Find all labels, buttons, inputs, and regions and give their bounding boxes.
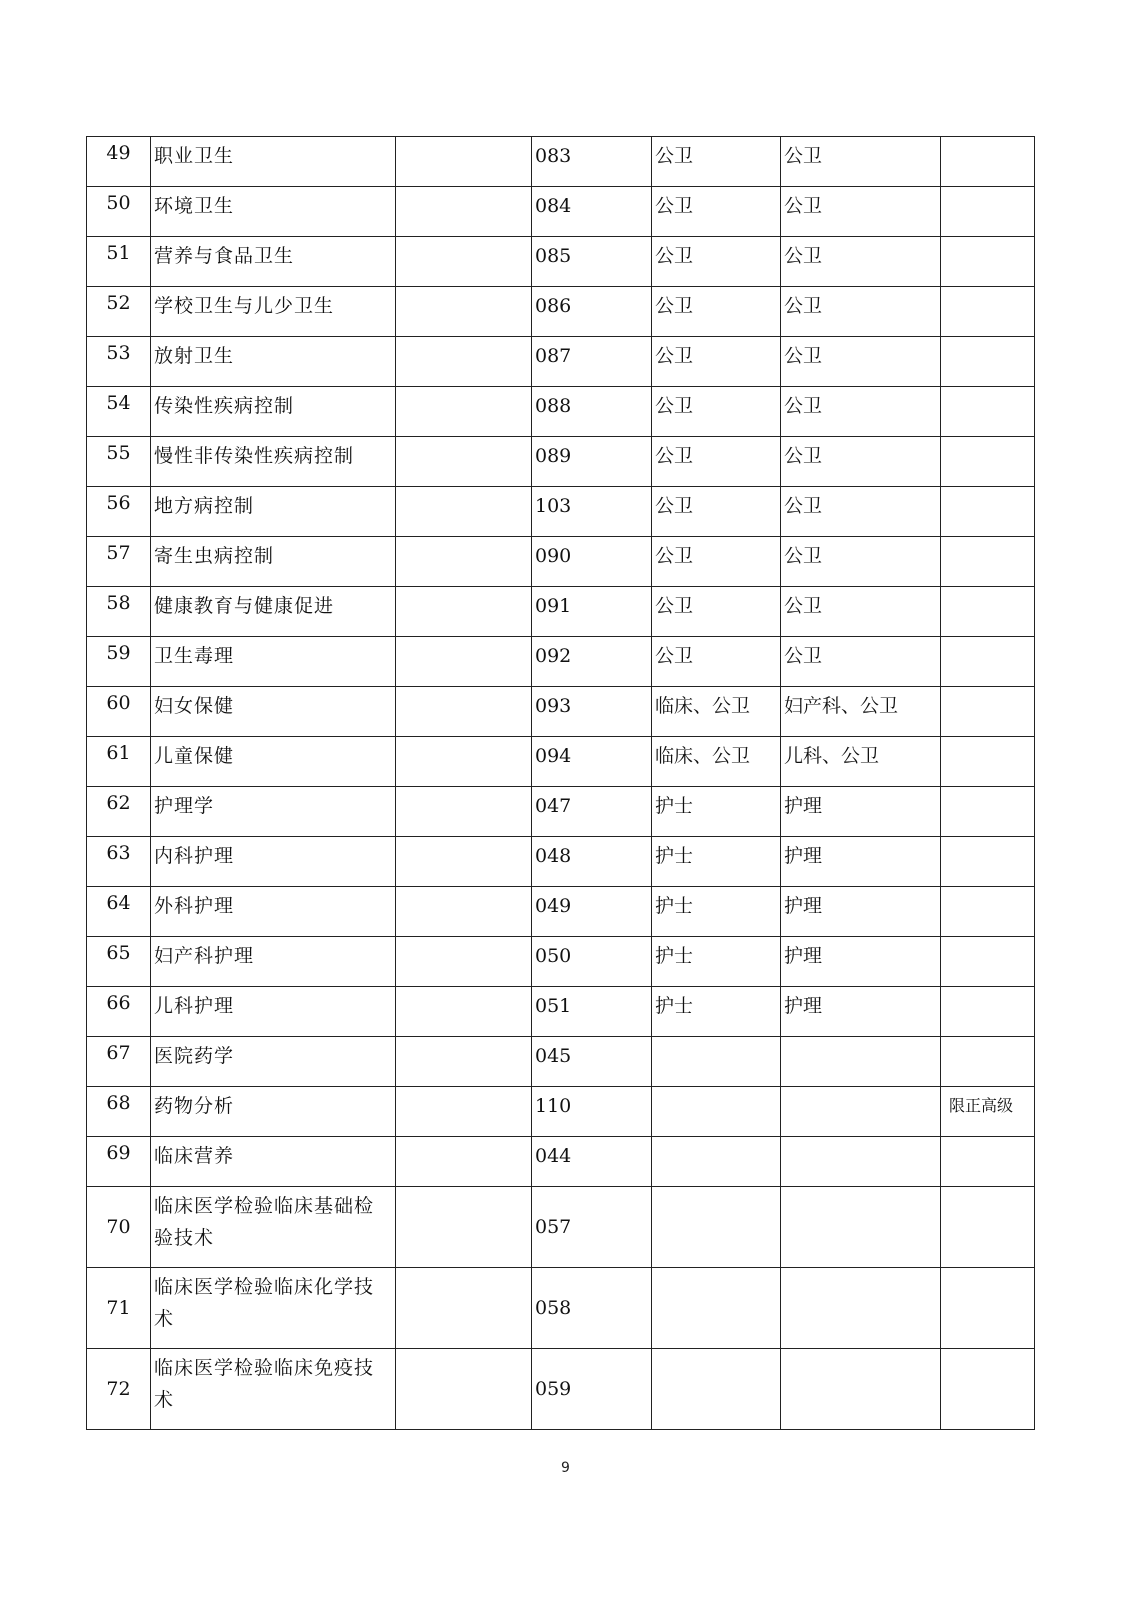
scope-cell: 护理 <box>781 987 941 1037</box>
scope-cell <box>781 1187 941 1268</box>
note-cell <box>941 287 1035 337</box>
row-number-cell: 57 <box>87 537 151 587</box>
code-cell: 088 <box>532 387 652 437</box>
blank-cell <box>396 287 532 337</box>
code-cell: 089 <box>532 437 652 487</box>
row-number-cell: 54 <box>87 387 151 437</box>
specialty-name-cell: 内科护理 <box>151 837 396 887</box>
table-row <box>87 887 1035 937</box>
row-number-cell: 64 <box>87 887 151 937</box>
code-cell: 092 <box>532 637 652 687</box>
scope-cell: 公卫 <box>781 187 941 237</box>
note-cell <box>941 187 1035 237</box>
row-number-cell: 71 <box>87 1268 151 1349</box>
blank-cell <box>396 537 532 587</box>
specialty-name-cell: 医院药学 <box>151 1037 396 1087</box>
qualification-cell: 护士 <box>652 987 781 1037</box>
note-cell <box>941 1187 1035 1268</box>
code-cell: 058 <box>532 1268 652 1349</box>
scope-cell: 护理 <box>781 887 941 937</box>
qualification-cell <box>652 1268 781 1349</box>
blank-cell <box>396 837 532 887</box>
code-cell: 050 <box>532 937 652 987</box>
row-number-cell: 66 <box>87 987 151 1037</box>
blank-cell <box>396 887 532 937</box>
table-row <box>87 687 1035 737</box>
blank-cell <box>396 487 532 537</box>
table-row <box>87 487 1035 537</box>
code-cell: 049 <box>532 887 652 937</box>
blank-cell <box>396 337 532 387</box>
note-cell <box>941 237 1035 287</box>
table-row <box>87 937 1035 987</box>
table-row <box>87 537 1035 587</box>
note-cell <box>941 487 1035 537</box>
code-cell: 083 <box>532 137 652 187</box>
row-number-cell: 62 <box>87 787 151 837</box>
note-cell <box>941 1268 1035 1349</box>
specialty-name-cell: 学校卫生与儿少卫生 <box>151 287 396 337</box>
blank-cell <box>396 1349 532 1430</box>
row-number-cell: 51 <box>87 237 151 287</box>
note-cell <box>941 387 1035 437</box>
scope-cell <box>781 1268 941 1349</box>
specialty-name-cell: 环境卫生 <box>151 187 396 237</box>
specialty-name-cell: 传染性疾病控制 <box>151 387 396 437</box>
specialty-name-cell: 健康教育与健康促进 <box>151 587 396 637</box>
row-number-cell: 70 <box>87 1187 151 1268</box>
qualification-cell: 公卫 <box>652 587 781 637</box>
specialty-name-cell: 妇女保健 <box>151 687 396 737</box>
specialty-name-cell: 临床医学检验临床免疫技术 <box>151 1349 396 1430</box>
note-cell <box>941 137 1035 187</box>
qualification-cell: 公卫 <box>652 387 781 437</box>
qualification-cell: 护士 <box>652 787 781 837</box>
code-cell: 085 <box>532 237 652 287</box>
blank-cell <box>396 687 532 737</box>
table-row <box>87 1137 1035 1187</box>
table-row <box>87 837 1035 887</box>
blank-cell <box>396 437 532 487</box>
row-number-cell: 69 <box>87 1137 151 1187</box>
specialty-name-cell: 寄生虫病控制 <box>151 537 396 587</box>
table-row <box>87 1349 1035 1430</box>
row-number-cell: 56 <box>87 487 151 537</box>
row-number-cell: 50 <box>87 187 151 237</box>
blank-cell <box>396 1137 532 1187</box>
qualification-cell: 护士 <box>652 837 781 887</box>
blank-cell <box>396 137 532 187</box>
code-cell: 057 <box>532 1187 652 1268</box>
qualification-cell: 公卫 <box>652 487 781 537</box>
specialty-name-cell: 儿科护理 <box>151 987 396 1037</box>
note-cell: 限正高级 <box>941 1087 1035 1137</box>
note-cell <box>941 537 1035 587</box>
scope-cell: 公卫 <box>781 237 941 287</box>
qualification-cell <box>652 1037 781 1087</box>
specialty-name-cell: 慢性非传染性疾病控制 <box>151 437 396 487</box>
code-cell: 094 <box>532 737 652 787</box>
scope-cell: 公卫 <box>781 287 941 337</box>
scope-cell: 公卫 <box>781 587 941 637</box>
specialty-name-cell: 临床医学检验临床化学技术 <box>151 1268 396 1349</box>
note-cell <box>941 687 1035 737</box>
qualification-cell: 公卫 <box>652 287 781 337</box>
row-number-cell: 49 <box>87 137 151 187</box>
blank-cell <box>396 1087 532 1137</box>
code-cell: 086 <box>532 287 652 337</box>
specialty-table <box>86 136 1035 1430</box>
code-cell: 087 <box>532 337 652 387</box>
scope-cell <box>781 1349 941 1430</box>
code-cell: 045 <box>532 1037 652 1087</box>
code-cell: 084 <box>532 187 652 237</box>
qualification-cell <box>652 1187 781 1268</box>
scope-cell: 公卫 <box>781 487 941 537</box>
code-cell: 093 <box>532 687 652 737</box>
code-cell: 048 <box>532 837 652 887</box>
qualification-cell: 临床、公卫 <box>652 687 781 737</box>
blank-cell <box>396 937 532 987</box>
table-row <box>87 987 1035 1037</box>
table-row <box>87 187 1035 237</box>
table-row <box>87 1187 1035 1268</box>
table-row <box>87 337 1035 387</box>
note-cell <box>941 337 1035 387</box>
scope-cell: 公卫 <box>781 137 941 187</box>
blank-cell <box>396 737 532 787</box>
qualification-cell <box>652 1349 781 1430</box>
scope-cell: 公卫 <box>781 337 941 387</box>
qualification-cell: 护士 <box>652 937 781 987</box>
code-cell: 051 <box>532 987 652 1037</box>
row-number-cell: 55 <box>87 437 151 487</box>
row-number-cell: 59 <box>87 637 151 687</box>
qualification-cell: 公卫 <box>652 337 781 387</box>
scope-cell: 公卫 <box>781 537 941 587</box>
note-cell <box>941 837 1035 887</box>
table-row <box>87 637 1035 687</box>
qualification-cell: 公卫 <box>652 187 781 237</box>
row-number-cell: 72 <box>87 1349 151 1430</box>
code-cell: 110 <box>532 1087 652 1137</box>
note-cell <box>941 937 1035 987</box>
scope-cell: 护理 <box>781 937 941 987</box>
scope-cell <box>781 1137 941 1187</box>
table-row <box>87 437 1035 487</box>
specialty-name-cell: 职业卫生 <box>151 137 396 187</box>
blank-cell <box>396 387 532 437</box>
scope-cell: 护理 <box>781 837 941 887</box>
specialty-name-cell: 妇产科护理 <box>151 937 396 987</box>
blank-cell <box>396 787 532 837</box>
scope-cell <box>781 1037 941 1087</box>
specialty-name-cell: 药物分析 <box>151 1087 396 1137</box>
table-body <box>87 137 1035 1430</box>
table-row <box>87 587 1035 637</box>
qualification-cell <box>652 1137 781 1187</box>
table-row <box>87 387 1035 437</box>
blank-cell <box>396 187 532 237</box>
row-number-cell: 65 <box>87 937 151 987</box>
scope-cell: 儿科、公卫 <box>781 737 941 787</box>
qualification-cell: 公卫 <box>652 637 781 687</box>
qualification-cell: 护士 <box>652 887 781 937</box>
page-number: 9 <box>561 1460 570 1476</box>
table-row <box>87 787 1035 837</box>
blank-cell <box>396 1037 532 1087</box>
code-cell: 047 <box>532 787 652 837</box>
blank-cell <box>396 987 532 1037</box>
scope-cell: 公卫 <box>781 387 941 437</box>
qualification-cell: 临床、公卫 <box>652 737 781 787</box>
note-cell <box>941 887 1035 937</box>
scope-cell: 护理 <box>781 787 941 837</box>
code-cell: 091 <box>532 587 652 637</box>
code-cell: 090 <box>532 537 652 587</box>
qualification-cell: 公卫 <box>652 537 781 587</box>
note-cell <box>941 1349 1035 1430</box>
specialty-name-cell: 地方病控制 <box>151 487 396 537</box>
table-row <box>87 1268 1035 1349</box>
note-cell <box>941 1137 1035 1187</box>
note-cell <box>941 637 1035 687</box>
specialty-name-cell: 临床医学检验临床基础检验技术 <box>151 1187 396 1268</box>
row-number-cell: 52 <box>87 287 151 337</box>
qualification-cell <box>652 1087 781 1137</box>
row-number-cell: 58 <box>87 587 151 637</box>
code-cell: 103 <box>532 487 652 537</box>
specialty-name-cell: 儿童保健 <box>151 737 396 787</box>
note-cell <box>941 987 1035 1037</box>
blank-cell <box>396 587 532 637</box>
row-number-cell: 61 <box>87 737 151 787</box>
note-cell <box>941 787 1035 837</box>
row-number-cell: 60 <box>87 687 151 737</box>
code-cell: 059 <box>532 1349 652 1430</box>
blank-cell <box>396 1187 532 1268</box>
table-row <box>87 287 1035 337</box>
row-number-cell: 67 <box>87 1037 151 1087</box>
table-row <box>87 1087 1035 1137</box>
blank-cell <box>396 237 532 287</box>
blank-cell <box>396 1268 532 1349</box>
qualification-cell: 公卫 <box>652 437 781 487</box>
scope-cell <box>781 1087 941 1137</box>
code-cell: 044 <box>532 1137 652 1187</box>
scope-cell: 妇产科、公卫 <box>781 687 941 737</box>
table-row <box>87 1037 1035 1087</box>
specialty-name-cell: 放射卫生 <box>151 337 396 387</box>
note-cell <box>941 437 1035 487</box>
table-row <box>87 237 1035 287</box>
note-cell <box>941 1037 1035 1087</box>
scope-cell: 公卫 <box>781 437 941 487</box>
specialty-name-cell: 临床营养 <box>151 1137 396 1187</box>
specialty-name-cell: 卫生毒理 <box>151 637 396 687</box>
table-row <box>87 737 1035 787</box>
row-number-cell: 63 <box>87 837 151 887</box>
qualification-cell: 公卫 <box>652 137 781 187</box>
note-cell <box>941 587 1035 637</box>
row-number-cell: 68 <box>87 1087 151 1137</box>
qualification-cell: 公卫 <box>652 237 781 287</box>
specialty-name-cell: 营养与食品卫生 <box>151 237 396 287</box>
specialty-name-cell: 护理学 <box>151 787 396 837</box>
blank-cell <box>396 637 532 687</box>
specialty-name-cell: 外科护理 <box>151 887 396 937</box>
note-cell <box>941 737 1035 787</box>
row-number-cell: 53 <box>87 337 151 387</box>
table-row <box>87 137 1035 187</box>
scope-cell: 公卫 <box>781 637 941 687</box>
